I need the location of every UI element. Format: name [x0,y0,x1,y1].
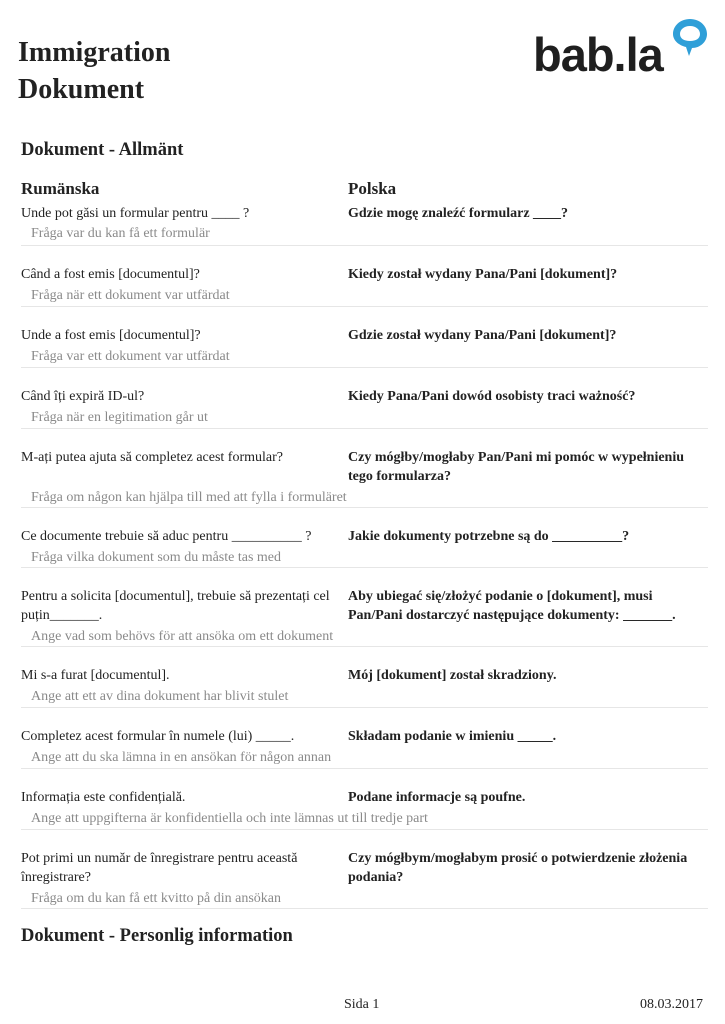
column-header-source: Rumänska [21,179,100,198]
phrase-row [21,508,708,568]
phrase-note: Ange att uppgifterna är konfidentiella och inte lämnas ut till tredje part [31,811,428,826]
phrase-note: Fråga var du kan få ett formulär [31,226,210,241]
phrase-note: Fråga när ett dokument var utfärdat [31,288,230,303]
phrase-target: Kiedy został wydany Pana/Pani [dokument]? [348,267,618,282]
phrase-note: Fråga vilka dokument som du måste tas med [31,550,282,565]
phrase-source: Informația este confidențială. [21,790,186,805]
document-title [18,34,170,108]
phrase-row [21,246,708,307]
phrase-row [21,769,708,830]
phrase-target: Kiedy Pana/Pani dowód osobisty traci ważność? [348,389,636,404]
phrase-note: Ange att ett av dina dokument har blivit stulet [31,689,289,704]
phrase-note: Fråga om någon kan hjälpa till med att fylla i formuläret [31,490,347,505]
phrase-row [21,708,708,769]
phrase-row [21,568,708,647]
phrase-target: Jakie dokumenty potrzebne są do __________? [348,529,630,544]
phrase-target: Podane informacje są poufne. [348,790,526,805]
section-title-general: Dokument - Allmänt [21,140,184,160]
phrase-row [21,204,708,246]
phrase-source: Unde pot găsi un formular pentru ____ ? [21,206,250,221]
phrase-target: Gdzie mogę znaleźć formularz ____? [348,206,569,221]
phrase-list [21,204,708,909]
phrase-source: Când a fost emis [documentul]? [21,267,200,282]
phrase-row [21,429,708,508]
phrase-target: Czy mógłby/mogłaby Pan/Pani mi pomóc w wypełnieniu tego formularza? [348,450,685,484]
phrase-source: Pot primi un număr de înregistrare pentru această înregistrare? [21,851,298,885]
phrase-source: Pentru a solicita [documentul], trebuie să prezentați cel puțin_______. [21,589,330,623]
phrase-source: Când îți expiră ID-ul? [21,389,145,404]
title-line-1: Immigration [18,37,171,68]
phrase-note: Fråga om du kan få ett kvitto på din ansökan [31,891,281,906]
footer-date: 08.03.2017 [640,997,703,1012]
column-header-target: Polska [348,179,397,198]
phrase-row [21,647,708,708]
phrase-source: M-ați putea ajuta să completez acest formular? [21,450,283,465]
phrase-target: Składam podanie w imieniu _____. [348,729,557,744]
phrase-source: Mi s-a furat [documentul]. [21,668,170,683]
phrase-row [21,368,708,429]
phrase-row [21,830,708,909]
phrase-note: Fråga var ett dokument var utfärdat [31,349,230,364]
title-line-2: Dokument [18,74,145,105]
phrase-target: Gdzie został wydany Pana/Pani [dokument]? [348,328,617,343]
phrase-note: Ange att du ska lämna in en ansökan för någon annan [31,750,332,765]
phrase-note: Fråga när en legitimation går ut [31,410,208,425]
phrase-note: Ange vad som behövs för att ansöka om ett dokument [31,629,334,644]
speech-bubble-icon [669,16,711,58]
page-number: Sida 1 [344,997,380,1012]
phrase-target: Mój [dokument] został skradziony. [348,668,557,683]
phrase-row [21,307,708,368]
phrase-source: Unde a fost emis [documentul]? [21,328,201,343]
logo-wordmark: bab.la [533,28,663,81]
phrase-source: Completez acest formular în numele (lui) _____. [21,729,295,744]
section-title-personal: Dokument - Personlig information [21,926,293,946]
bab-la-logo[interactable] [533,16,711,82]
phrase-source: Ce documente trebuie să aduc pentru __________ ? [21,529,312,544]
phrase-target: Czy mógłbym/mogłabym prosić o potwierdzenie złożenia podania? [348,851,688,885]
phrase-target: Aby ubiegać się/złożyć podanie o [dokument], musi Pan/Pani dostarczyć następujące dokumenty: _______. [348,589,676,623]
